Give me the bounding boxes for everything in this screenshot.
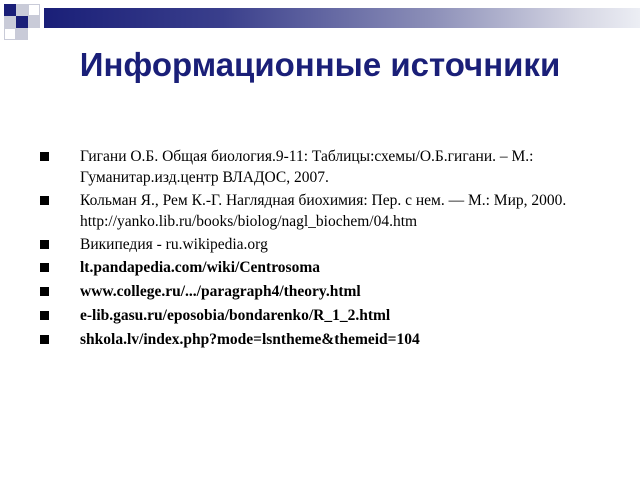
source-text: Кольман Я., Рем К.-Г. Наглядная биохимия: Пер. с нем. — М.: Мир, 2000. http://yanko.lib.ru/books/biolog/nagl_biochem/04.htm [80, 192, 567, 230]
decor-square [16, 16, 28, 28]
source-item [36, 305, 616, 326]
source-item [36, 146, 616, 188]
source-item [36, 190, 616, 232]
square-bullet-icon [40, 335, 49, 344]
decor-square [4, 16, 16, 28]
square-bullet-icon [40, 311, 49, 320]
source-text: lt.pandapedia.com/wiki/Centrosoma [80, 259, 320, 276]
decor-square [16, 28, 28, 40]
header-gradient-bar [44, 8, 640, 28]
source-item [36, 329, 616, 350]
slide-title: Информационные источники [79, 46, 561, 83]
decor-square [28, 4, 40, 16]
source-item [36, 234, 616, 255]
decor-square [16, 4, 28, 16]
source-text: Википедия - ru.wikipedia.org [80, 236, 268, 253]
square-bullet-icon [40, 196, 49, 205]
source-text: e-lib.gasu.ru/eposobia/bondarenko/R_1_2.html [80, 307, 391, 324]
source-item [36, 257, 616, 278]
decor-square [28, 16, 40, 28]
square-bullet-icon [40, 287, 49, 296]
square-bullet-icon [40, 263, 49, 272]
source-list [36, 146, 616, 353]
source-text: www.college.ru/.../paragraph4/theory.html [80, 283, 361, 300]
square-bullet-icon [40, 152, 49, 161]
source-text: shkola.lv/index.php?mode=lsntheme&themeid=104 [80, 331, 420, 348]
source-item [36, 281, 616, 302]
decor-square [4, 28, 16, 40]
decor-square [4, 4, 16, 16]
square-bullet-icon [40, 240, 49, 249]
source-text: Гигани О.Б. Общая биология.9-11: Таблицы:схемы/О.Б.гигани. – М.: Гуманитар.изд.центр ВЛАДОС, 2007. [80, 148, 534, 186]
